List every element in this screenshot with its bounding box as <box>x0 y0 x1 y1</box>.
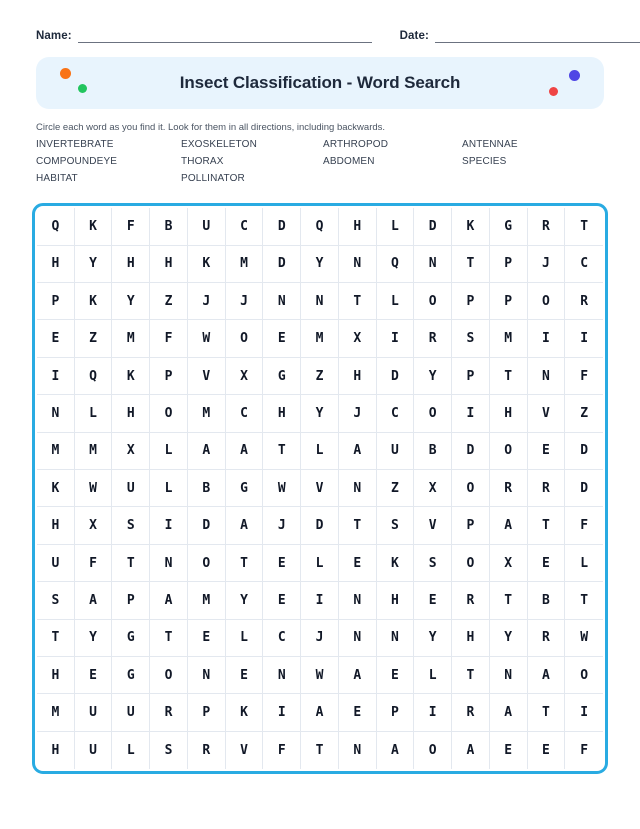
grid-cell[interactable]: Q <box>377 246 415 283</box>
grid-cell[interactable]: O <box>414 283 452 320</box>
grid-cell[interactable]: Y <box>112 283 150 320</box>
grid-cell[interactable]: E <box>263 320 301 357</box>
grid-cell[interactable]: V <box>414 507 452 544</box>
grid-cell[interactable]: X <box>414 470 452 507</box>
grid-cell[interactable]: B <box>414 433 452 470</box>
decorative-red-dot-icon <box>549 87 558 96</box>
grid-cell[interactable]: M <box>301 320 339 357</box>
grid-cell[interactable]: Z <box>565 395 603 432</box>
grid-cell[interactable]: D <box>565 470 603 507</box>
decorative-blue-dot-icon <box>569 70 580 81</box>
grid-cell[interactable]: E <box>528 433 566 470</box>
grid-cell[interactable]: I <box>377 320 415 357</box>
grid-cell[interactable]: T <box>452 246 490 283</box>
grid-cell[interactable]: O <box>188 545 226 582</box>
grid-cell[interactable]: U <box>75 732 113 769</box>
grid-cell[interactable]: I <box>452 395 490 432</box>
grid-cell[interactable]: D <box>263 246 301 283</box>
grid-cell[interactable]: A <box>301 694 339 731</box>
grid-cell[interactable]: Z <box>150 283 188 320</box>
grid-cell[interactable]: A <box>226 507 264 544</box>
grid-cell[interactable]: L <box>301 545 339 582</box>
grid-cell[interactable]: R <box>414 320 452 357</box>
grid-cell[interactable]: L <box>75 395 113 432</box>
grid-cell[interactable]: A <box>188 433 226 470</box>
grid-cell[interactable]: I <box>301 582 339 619</box>
grid-cell[interactable]: G <box>490 208 528 245</box>
grid-cell[interactable]: F <box>565 358 603 395</box>
grid-cell[interactable]: O <box>414 732 452 769</box>
word-list-item[interactable]: SPECIES <box>462 156 507 168</box>
grid-cell[interactable]: R <box>528 470 566 507</box>
date-field[interactable] <box>400 30 640 43</box>
grid-cell[interactable]: Q <box>75 358 113 395</box>
grid-cell[interactable]: D <box>414 208 452 245</box>
grid-cell[interactable]: J <box>301 620 339 657</box>
grid-cell[interactable]: H <box>37 732 75 769</box>
grid-cell[interactable]: A <box>339 433 377 470</box>
grid-cell[interactable]: N <box>150 545 188 582</box>
grid-cell[interactable]: F <box>263 732 301 769</box>
grid-cell[interactable]: U <box>112 470 150 507</box>
name-label: Name: <box>36 30 72 42</box>
grid-cell[interactable]: O <box>528 283 566 320</box>
grid-cell[interactable]: Y <box>301 395 339 432</box>
grid-cell[interactable]: H <box>112 246 150 283</box>
word-list-item[interactable]: ANTENNAE <box>462 139 518 151</box>
grid-cell[interactable]: N <box>528 358 566 395</box>
grid-cell[interactable]: I <box>150 507 188 544</box>
grid-cell[interactable]: B <box>188 470 226 507</box>
grid-cell[interactable]: R <box>528 208 566 245</box>
grid-cell[interactable]: P <box>112 582 150 619</box>
grid-cell[interactable]: T <box>263 433 301 470</box>
grid-cell[interactable]: X <box>75 507 113 544</box>
grid-cell[interactable]: I <box>414 694 452 731</box>
grid-cell[interactable]: E <box>226 657 264 694</box>
grid-cell[interactable]: H <box>37 657 75 694</box>
grid-cell[interactable]: E <box>339 694 377 731</box>
grid-cell[interactable]: K <box>37 470 75 507</box>
grid-cell[interactable]: V <box>226 732 264 769</box>
grid-cell[interactable]: P <box>377 694 415 731</box>
grid-cell[interactable]: N <box>414 246 452 283</box>
grid-cell[interactable]: W <box>301 657 339 694</box>
grid-cell[interactable]: E <box>263 545 301 582</box>
grid-cell[interactable]: F <box>75 545 113 582</box>
word-search-grid[interactable] <box>37 208 603 769</box>
grid-cell[interactable]: N <box>188 657 226 694</box>
grid-cell[interactable]: C <box>226 208 264 245</box>
grid-cell[interactable]: K <box>377 545 415 582</box>
grid-cell[interactable]: D <box>377 358 415 395</box>
grid-cell[interactable]: T <box>37 620 75 657</box>
grid-cell[interactable]: P <box>452 507 490 544</box>
grid-cell[interactable]: S <box>452 320 490 357</box>
grid-cell[interactable]: E <box>75 657 113 694</box>
grid-cell[interactable]: C <box>263 620 301 657</box>
grid-cell[interactable]: Z <box>75 320 113 357</box>
grid-cell[interactable]: T <box>528 507 566 544</box>
grid-cell[interactable]: E <box>37 320 75 357</box>
grid-cell[interactable]: R <box>452 582 490 619</box>
grid-cell[interactable]: G <box>112 657 150 694</box>
grid-cell[interactable]: N <box>339 620 377 657</box>
word-search-grid-container <box>32 203 608 774</box>
grid-cell[interactable]: E <box>188 620 226 657</box>
grid-cell[interactable]: K <box>188 246 226 283</box>
grid-cell[interactable]: A <box>339 657 377 694</box>
grid-cell[interactable]: K <box>112 358 150 395</box>
grid-cell[interactable]: T <box>339 507 377 544</box>
grid-cell[interactable]: J <box>188 283 226 320</box>
title-banner <box>36 57 604 109</box>
grid-cell[interactable]: R <box>188 732 226 769</box>
name-date-row <box>0 0 640 43</box>
grid-cell[interactable]: F <box>565 507 603 544</box>
grid-cell[interactable]: Y <box>490 620 528 657</box>
grid-cell[interactable]: E <box>263 582 301 619</box>
grid-cell[interactable]: T <box>565 208 603 245</box>
grid-cell[interactable]: M <box>226 246 264 283</box>
grid-cell[interactable]: U <box>112 694 150 731</box>
grid-cell[interactable]: A <box>528 657 566 694</box>
grid-cell[interactable]: W <box>75 470 113 507</box>
grid-cell[interactable]: L <box>414 657 452 694</box>
grid-cell[interactable]: U <box>75 694 113 731</box>
grid-cell[interactable]: X <box>112 433 150 470</box>
grid-cell[interactable]: A <box>490 507 528 544</box>
grid-cell[interactable]: L <box>377 208 415 245</box>
grid-cell[interactable]: M <box>490 320 528 357</box>
word-list-item[interactable]: THORAX <box>181 156 224 168</box>
grid-cell[interactable]: O <box>452 545 490 582</box>
grid-cell[interactable]: R <box>528 620 566 657</box>
grid-cell[interactable]: O <box>452 470 490 507</box>
grid-cell[interactable]: E <box>414 582 452 619</box>
grid-cell[interactable]: U <box>188 208 226 245</box>
word-list <box>36 139 604 184</box>
grid-cell[interactable]: A <box>75 582 113 619</box>
grid-cell[interactable]: H <box>452 620 490 657</box>
grid-cell[interactable]: U <box>37 545 75 582</box>
grid-cell[interactable]: T <box>112 545 150 582</box>
grid-cell[interactable]: V <box>188 358 226 395</box>
grid-cell[interactable]: D <box>565 433 603 470</box>
grid-cell[interactable]: Q <box>37 208 75 245</box>
grid-cell[interactable]: T <box>339 283 377 320</box>
word-list-item[interactable]: HABITAT <box>36 173 78 185</box>
grid-cell[interactable]: S <box>414 545 452 582</box>
grid-cell[interactable]: C <box>226 395 264 432</box>
grid-cell[interactable]: N <box>263 657 301 694</box>
name-field[interactable] <box>36 30 372 43</box>
grid-cell[interactable]: N <box>339 470 377 507</box>
grid-cell[interactable]: M <box>37 694 75 731</box>
grid-cell[interactable]: H <box>377 582 415 619</box>
grid-cell[interactable]: F <box>150 320 188 357</box>
grid-cell[interactable]: Y <box>75 620 113 657</box>
grid-cell[interactable]: P <box>490 283 528 320</box>
date-label: Date: <box>399 30 429 42</box>
grid-cell[interactable]: L <box>226 620 264 657</box>
grid-cell[interactable]: M <box>75 433 113 470</box>
grid-cell[interactable]: L <box>377 283 415 320</box>
grid-cell[interactable]: I <box>565 694 603 731</box>
grid-cell[interactable]: N <box>301 283 339 320</box>
grid-cell[interactable]: N <box>339 246 377 283</box>
grid-cell[interactable]: T <box>490 582 528 619</box>
grid-cell[interactable]: O <box>565 657 603 694</box>
grid-cell[interactable]: W <box>188 320 226 357</box>
grid-cell[interactable]: A <box>226 433 264 470</box>
grid-cell[interactable]: J <box>263 507 301 544</box>
grid-cell[interactable]: F <box>112 208 150 245</box>
grid-cell[interactable]: M <box>112 320 150 357</box>
grid-cell[interactable]: Y <box>414 620 452 657</box>
grid-cell[interactable]: Z <box>301 358 339 395</box>
word-list-item[interactable]: ABDOMEN <box>323 156 375 168</box>
grid-cell[interactable]: H <box>37 246 75 283</box>
grid-cell[interactable]: K <box>226 694 264 731</box>
grid-cell[interactable]: Y <box>75 246 113 283</box>
grid-cell[interactable]: I <box>263 694 301 731</box>
grid-cell[interactable]: E <box>490 732 528 769</box>
grid-cell[interactable]: H <box>150 246 188 283</box>
grid-cell[interactable]: N <box>339 582 377 619</box>
word-list-item[interactable]: ARTHROPOD <box>323 139 389 151</box>
grid-cell[interactable]: A <box>377 732 415 769</box>
grid-cell[interactable]: T <box>150 620 188 657</box>
instructions-text: Circle each word as you find it. Look for them in all directions, including backwards. <box>36 122 386 133</box>
grid-cell[interactable]: P <box>150 358 188 395</box>
grid-cell[interactable]: W <box>263 470 301 507</box>
grid-cell[interactable]: P <box>452 358 490 395</box>
grid-cell[interactable]: X <box>226 358 264 395</box>
grid-cell[interactable]: H <box>339 358 377 395</box>
grid-cell[interactable]: P <box>188 694 226 731</box>
grid-cell[interactable]: S <box>112 507 150 544</box>
word-list-item[interactable]: INVERTEBRATE <box>36 139 114 151</box>
grid-cell[interactable]: H <box>263 395 301 432</box>
grid-cell[interactable]: R <box>565 283 603 320</box>
grid-cell[interactable]: G <box>226 470 264 507</box>
grid-cell[interactable]: T <box>301 732 339 769</box>
grid-cell[interactable]: M <box>188 395 226 432</box>
grid-cell[interactable]: R <box>150 694 188 731</box>
grid-cell[interactable]: Y <box>301 246 339 283</box>
grid-cell[interactable]: N <box>263 283 301 320</box>
grid-cell[interactable]: K <box>452 208 490 245</box>
grid-cell[interactable]: W <box>565 620 603 657</box>
grid-cell[interactable]: V <box>301 470 339 507</box>
grid-cell[interactable]: F <box>565 732 603 769</box>
date-input-rule[interactable] <box>435 30 640 43</box>
grid-cell[interactable]: D <box>188 507 226 544</box>
grid-cell[interactable]: E <box>377 657 415 694</box>
name-input-rule[interactable] <box>78 30 372 43</box>
grid-cell[interactable]: K <box>75 208 113 245</box>
grid-cell[interactable]: P <box>452 283 490 320</box>
grid-cell[interactable]: L <box>112 732 150 769</box>
grid-cell[interactable]: A <box>452 732 490 769</box>
grid-cell[interactable]: C <box>565 246 603 283</box>
grid-cell[interactable]: S <box>37 582 75 619</box>
grid-cell[interactable]: I <box>565 320 603 357</box>
grid-cell[interactable]: T <box>490 358 528 395</box>
grid-cell[interactable]: D <box>452 433 490 470</box>
grid-cell[interactable]: T <box>452 657 490 694</box>
grid-cell[interactable]: P <box>37 283 75 320</box>
grid-cell[interactable]: Y <box>414 358 452 395</box>
word-list-item[interactable]: EXOSKELETON <box>181 139 257 151</box>
grid-cell[interactable]: X <box>339 320 377 357</box>
grid-cell[interactable]: U <box>377 433 415 470</box>
grid-cell[interactable]: E <box>339 545 377 582</box>
grid-cell[interactable]: N <box>339 732 377 769</box>
grid-cell[interactable]: R <box>452 694 490 731</box>
grid-cell[interactable]: O <box>490 433 528 470</box>
grid-cell[interactable]: O <box>150 395 188 432</box>
grid-cell[interactable]: E <box>528 545 566 582</box>
decorative-orange-dot-icon <box>60 68 71 79</box>
grid-cell[interactable]: M <box>188 582 226 619</box>
grid-cell[interactable]: N <box>37 395 75 432</box>
word-list-item[interactable]: COMPOUNDEYE <box>36 156 118 168</box>
grid-cell[interactable]: Y <box>226 582 264 619</box>
grid-cell[interactable]: J <box>339 395 377 432</box>
grid-cell[interactable]: E <box>528 732 566 769</box>
grid-cell[interactable]: I <box>37 358 75 395</box>
grid-cell[interactable]: T <box>565 582 603 619</box>
decorative-green-dot-icon <box>78 84 87 93</box>
grid-cell[interactable]: B <box>528 582 566 619</box>
grid-cell[interactable]: Z <box>377 470 415 507</box>
grid-cell[interactable]: I <box>528 320 566 357</box>
grid-cell[interactable]: Q <box>301 208 339 245</box>
grid-cell[interactable]: L <box>565 545 603 582</box>
grid-cell[interactable]: A <box>150 582 188 619</box>
grid-cell[interactable]: H <box>339 208 377 245</box>
grid-cell[interactable]: T <box>528 694 566 731</box>
grid-cell[interactable]: L <box>150 470 188 507</box>
grid-cell[interactable]: L <box>150 433 188 470</box>
grid-cell[interactable]: G <box>263 358 301 395</box>
grid-cell[interactable]: V <box>528 395 566 432</box>
grid-cell[interactable]: N <box>377 620 415 657</box>
grid-cell[interactable]: A <box>490 694 528 731</box>
grid-cell[interactable]: S <box>377 507 415 544</box>
grid-cell[interactable]: M <box>37 433 75 470</box>
grid-cell[interactable]: T <box>226 545 264 582</box>
grid-cell[interactable]: G <box>112 620 150 657</box>
grid-cell[interactable]: B <box>150 208 188 245</box>
grid-cell[interactable]: S <box>150 732 188 769</box>
grid-cell[interactable]: H <box>490 395 528 432</box>
grid-cell[interactable]: D <box>301 507 339 544</box>
grid-cell[interactable]: D <box>263 208 301 245</box>
word-list-item[interactable]: POLLINATOR <box>181 173 245 185</box>
grid-cell[interactable]: O <box>150 657 188 694</box>
grid-cell[interactable]: H <box>112 395 150 432</box>
grid-cell[interactable]: X <box>490 545 528 582</box>
grid-cell[interactable]: J <box>226 283 264 320</box>
page-title: Insect Classification - Word Search <box>179 73 461 92</box>
grid-cell[interactable]: O <box>414 395 452 432</box>
grid-cell[interactable]: P <box>490 246 528 283</box>
grid-cell[interactable]: L <box>301 433 339 470</box>
grid-cell[interactable]: H <box>37 507 75 544</box>
grid-cell[interactable]: R <box>490 470 528 507</box>
grid-cell[interactable]: K <box>75 283 113 320</box>
grid-cell[interactable]: J <box>528 246 566 283</box>
grid-cell[interactable]: O <box>226 320 264 357</box>
grid-cell[interactable]: C <box>377 395 415 432</box>
grid-cell[interactable]: N <box>490 657 528 694</box>
